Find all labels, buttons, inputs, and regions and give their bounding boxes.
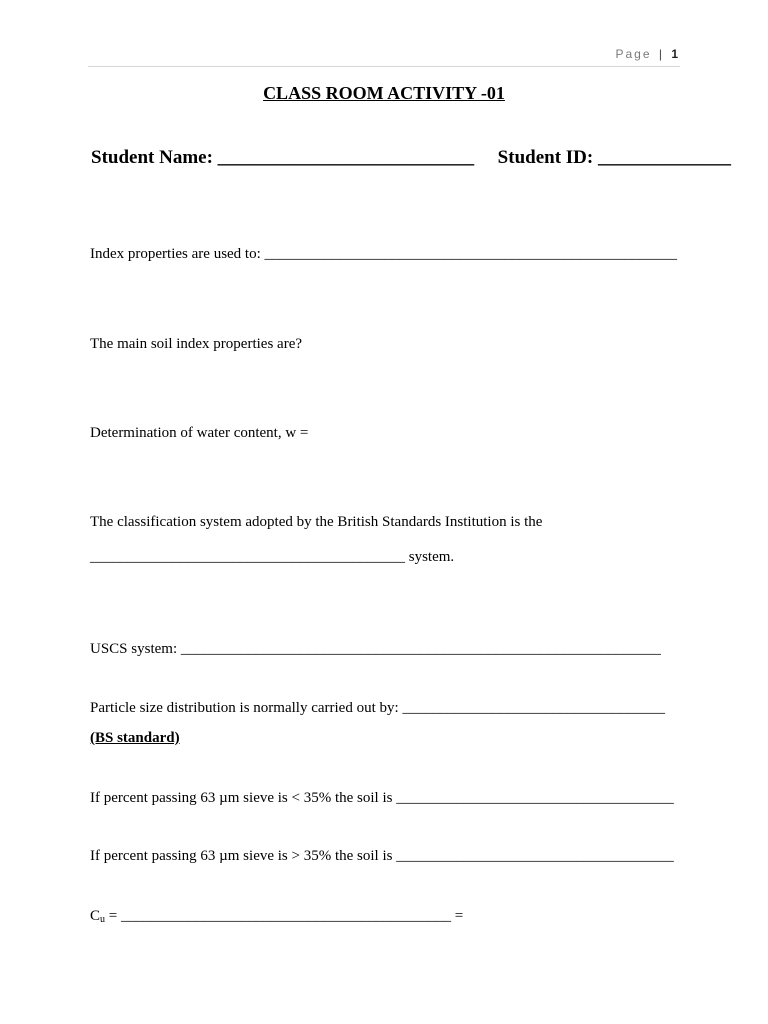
question-text: Determination of water content, w = [90, 425, 309, 441]
page-number: 1 [671, 47, 678, 61]
question-suffix: system. [408, 549, 455, 565]
question-text: The main soil index properties are? [90, 336, 303, 352]
question-text: The classification system adopted by the British Standards Institution is the [90, 514, 543, 530]
question-uscs [90, 641, 661, 658]
question-bsi-system-answer [90, 549, 454, 566]
answer-blank[interactable]: _____________________________________ [396, 790, 674, 806]
cu-equals: = [108, 908, 118, 924]
answer-blank[interactable]: _______________________________________________________ [264, 246, 678, 262]
question-particle-size [90, 700, 665, 717]
cu-equals-2: = [454, 908, 464, 924]
question-index-properties [90, 246, 677, 263]
question-text: Index properties are used to: [90, 246, 261, 262]
question-text: If percent passing 63 µm sieve is < 35% the soil is [90, 790, 393, 806]
page-word: Page [615, 47, 652, 61]
question-text: Particle size distribution is normally carried out by: [90, 700, 399, 716]
answer-blank[interactable]: __________________________________________ [90, 549, 405, 565]
page-separator: | [653, 47, 670, 61]
cu-subscript: u [100, 914, 106, 925]
student-info-row [91, 147, 731, 169]
answer-blank[interactable]: _____________________________________ [396, 848, 674, 864]
question-passing-more [90, 848, 674, 865]
question-text: USCS system: [90, 641, 178, 657]
question-bsi-system [90, 514, 542, 531]
question-cu [90, 908, 463, 925]
answer-blank[interactable]: ____________________________________________ [120, 908, 451, 924]
page-header [88, 44, 680, 67]
answer-blank[interactable]: ________________________________________________________________ [180, 641, 661, 657]
student-name-label: Student Name: [91, 147, 213, 168]
question-passing-less [90, 790, 674, 807]
question-water-content [90, 425, 308, 442]
student-name-blank[interactable]: ___________________________ [217, 147, 475, 168]
question-text: If percent passing 63 µm sieve is > 35% the soil is [90, 848, 393, 864]
question-main-properties [90, 336, 302, 353]
page-indicator [615, 47, 678, 61]
document-title: CLASS ROOM ACTIVITY -01 [263, 83, 505, 103]
answer-blank[interactable]: ___________________________________ [402, 700, 665, 716]
bs-standard-heading: (BS standard) [90, 730, 180, 746]
student-id-label: Student ID: [497, 147, 594, 168]
student-id-blank[interactable]: ______________ [597, 147, 731, 168]
cu-symbol: C [90, 908, 101, 924]
